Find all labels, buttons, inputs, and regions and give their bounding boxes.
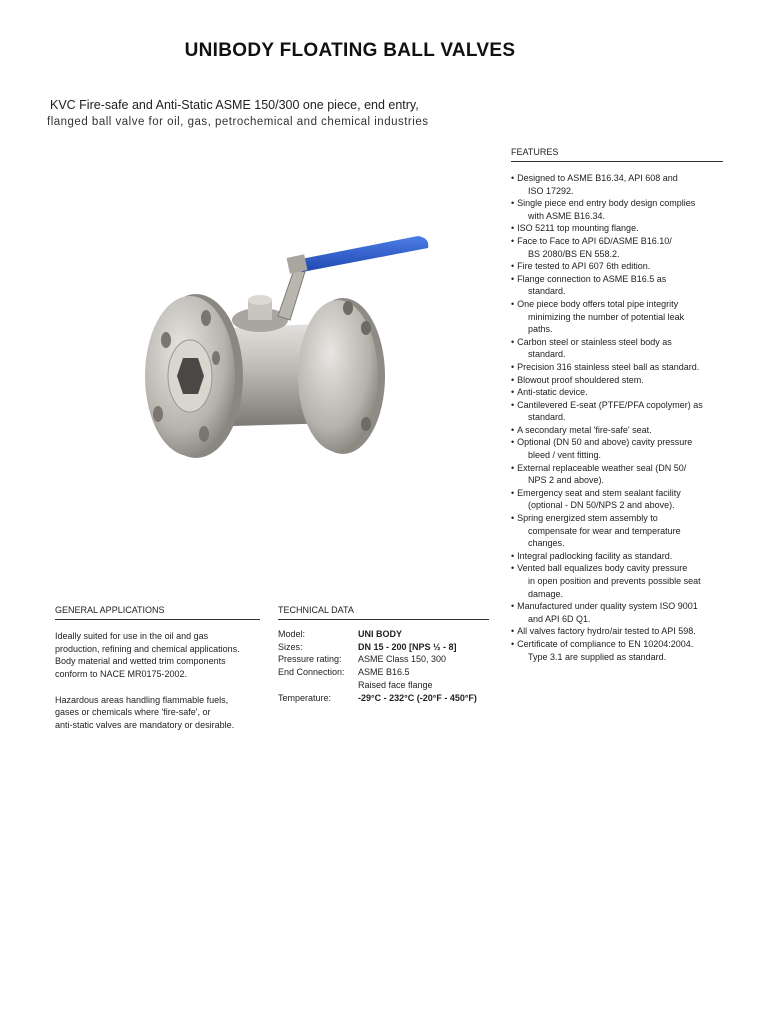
feature-item: • Vented ball equalizes body cavity pressure in open position and prevents possible seat damage. — [511, 562, 723, 600]
feature-item: • Fire tested to API 607 6th edition. — [511, 260, 723, 273]
feature-item: • Optional (DN 50 and above) cavity pressure bleed / vent fitting. — [511, 436, 723, 461]
feature-item: • A secondary metal 'fire-safe' seat. — [511, 424, 723, 437]
ball-valve-image — [138, 228, 438, 478]
feature-item: • Designed to ASME B16.34, API 608 and ISO 17292. — [511, 172, 723, 197]
subtitle-line-1: KVC Fire-safe and Anti-Static ASME 150/300 one piece, end entry, — [50, 98, 419, 112]
general-applications-paragraph-1: Ideally suited for use in the oil and gas production, refining and chemical applications. Body material and wetted trim components conform to NACE MR0175-2002. — [55, 631, 240, 680]
table-row: Raised face flange — [358, 679, 433, 690]
feature-item: • Single piece end entry body design complies with ASME B16.34. — [511, 197, 723, 222]
general-applications-text — [55, 630, 265, 744]
feature-item: • Blowout proof shouldered stem. — [511, 374, 723, 387]
feature-item: • Precision 316 stainless steel ball as standard. — [511, 361, 723, 374]
table-row: Temperature: -29°C - 232°C (-20°F - 450°F) — [278, 692, 477, 703]
feature-item: • Manufactured under quality system ISO 9001 and API 6D Q1. — [511, 600, 723, 625]
subtitle-line-2: flanged ball valve for oil, gas, petrochemical and chemical industries — [47, 116, 429, 128]
feature-item: • Cantilevered E-seat (PTFE/PFA copolymer) as standard. — [511, 399, 723, 424]
feature-item: • One piece body offers total pipe integrity minimizing the number of potential leak paths. — [511, 298, 723, 336]
feature-item: • All valves factory hydro/air tested to API 598. — [511, 625, 723, 638]
table-row: Sizes: DN 15 - 200 [NPS ½ - 8] — [278, 641, 457, 652]
feature-item: • Emergency seat and stem sealant facility (optional - DN 50/NPS 2 and above). — [511, 487, 723, 512]
general-applications-paragraph-2: Hazardous areas handling flammable fuels, gases or chemicals where 'fire-safe', or anti-static valves are mandatory or desirable. — [55, 694, 235, 730]
feature-item: • External replaceable weather seal (DN 50/ NPS 2 and above). — [511, 462, 723, 487]
features-list — [511, 172, 723, 663]
feature-item: • Certificate of compliance to EN 10204:2004. Type 3.1 are supplied as standard. — [511, 638, 723, 663]
page-title: UNIBODY FLOATING BALL VALVES — [184, 40, 516, 61]
feature-item: • Anti-static device. — [511, 386, 723, 399]
technical-data-heading: TECHNICAL DATA — [278, 605, 489, 620]
table-row: End Connection: ASME B16.5 — [278, 667, 410, 678]
features-heading: FEATURES — [511, 147, 723, 162]
table-row: Model: UNI BODY — [278, 629, 403, 639]
feature-item: • Spring energized stem assembly to compensate for wear and temperature changes. — [511, 512, 723, 550]
feature-item: • Face to Face to API 6D/ASME B16.10/ BS 2080/BS EN 558.2. — [511, 235, 723, 260]
feature-item: • Carbon steel or stainless steel body as standard. — [511, 336, 723, 361]
table-row: Pressure rating: ASME Class 150, 300 — [278, 654, 447, 665]
feature-item: • Integral padlocking facility as standard. — [511, 550, 723, 563]
general-applications-heading: GENERAL APPLICATIONS — [55, 605, 260, 620]
feature-item: • Flange connection to ASME B16.5 as standard. — [511, 273, 723, 298]
feature-item: • ISO 5211 top mounting flange. — [511, 222, 723, 235]
technical-data-table — [278, 628, 477, 704]
